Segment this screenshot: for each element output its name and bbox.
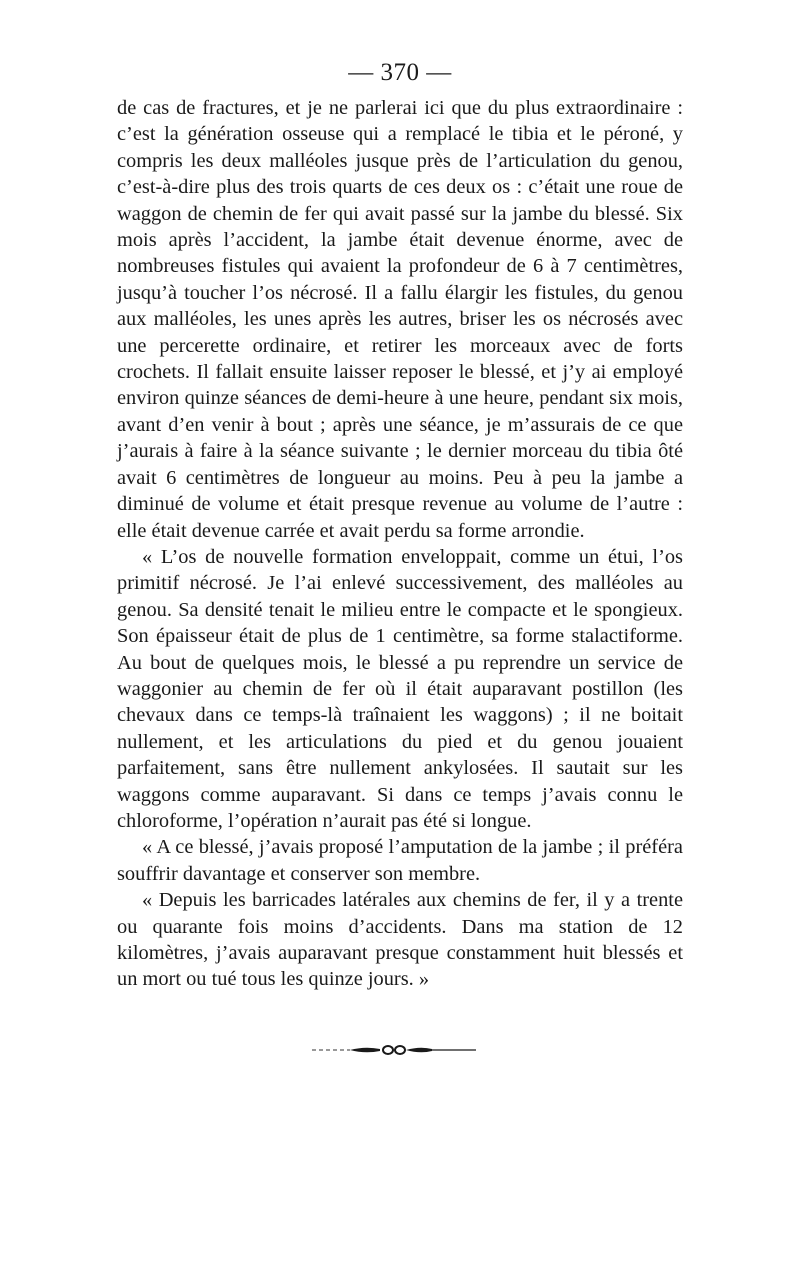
paragraph: « Depuis les barricades latérales aux chemins de fer, il y a trente ou quarante fois moins d’accidents. Dans ma station de 12 kilomètres, j’avais auparavant presque constamment huit blessés et un mort ou tué tous les quinze jours. » (117, 889, 683, 991)
decorative-rule-ornament (310, 1040, 480, 1060)
paragraph: « A ce blessé, j’avais proposé l’amputation de la jambe ; il préféra souffrir davantage et conserver son membre. (117, 836, 683, 885)
body-text (117, 95, 683, 993)
page-number: — 370 — (348, 59, 452, 86)
paragraph: « L’os de nouvelle formation enveloppait, comme un étui, l’os primitif nécrosé. Je l’ai enlevé successivement, des malléoles au genou. Sa densité tenait le milieu entre le compacte et le spongieux. Son épaisseur était de plus de 1 centimètre, sa forme stalactiforme. Au bout de quelques mois, le blessé a pu reprendre un service de waggonier au chemin de fer où il était auparavant postillon (les chevaux dans ce temps-là traînaient les waggons) ; il ne boitait nullement, et les articulations du pied et du genou jouaient parfaitement, sans être nullement ankylosées. Il sautait sur les waggons comme auparavant. Si dans ce temps j’avais connu le chloroforme, l’opération n’aurait pas été si longue. (117, 545, 683, 832)
paragraph: de cas de fractures, et je ne parlerai ici que du plus extraordinaire : c’est la génération osseuse qui a remplacé le tibia et le péroné, y compris les deux malléoles jusque près de l’articulation du genou, c’est-à-dire plus des trois quarts de ces deux os : c’était une roue de waggon de chemin de fer qui avait passé sur la jambe du blessé. Six mois après l’accident, la jambe était devenue énorme, avec de nombreuses fistules qui avaient la profondeur de 6 à 7 centimètres, jusqu’à toucher l’os nécrosé. Il a fallu élargir les fistules, du genou aux malléoles, les unes après les autres, briser les os nécrosés avec une percerette ordinaire, et retirer les morceaux avec de forts crochets. Il fallait ensuite laisser reposer le blessé, et j’y ai employé environ quinze séances de demi-heure à une heure, pendant six mois, avant d’en venir à bout ; après une séance, je m’assurais de ce que j’aurais à faire à la séance suivante ; le dernier morceau du tibia ôté avait 6 centimètres de longueur au moins. Peu à peu la jambe a diminué de volume et était presque revenue au volume de l’autre : elle était devenue carrée et avait perdu sa forme arrondie. (117, 97, 683, 542)
